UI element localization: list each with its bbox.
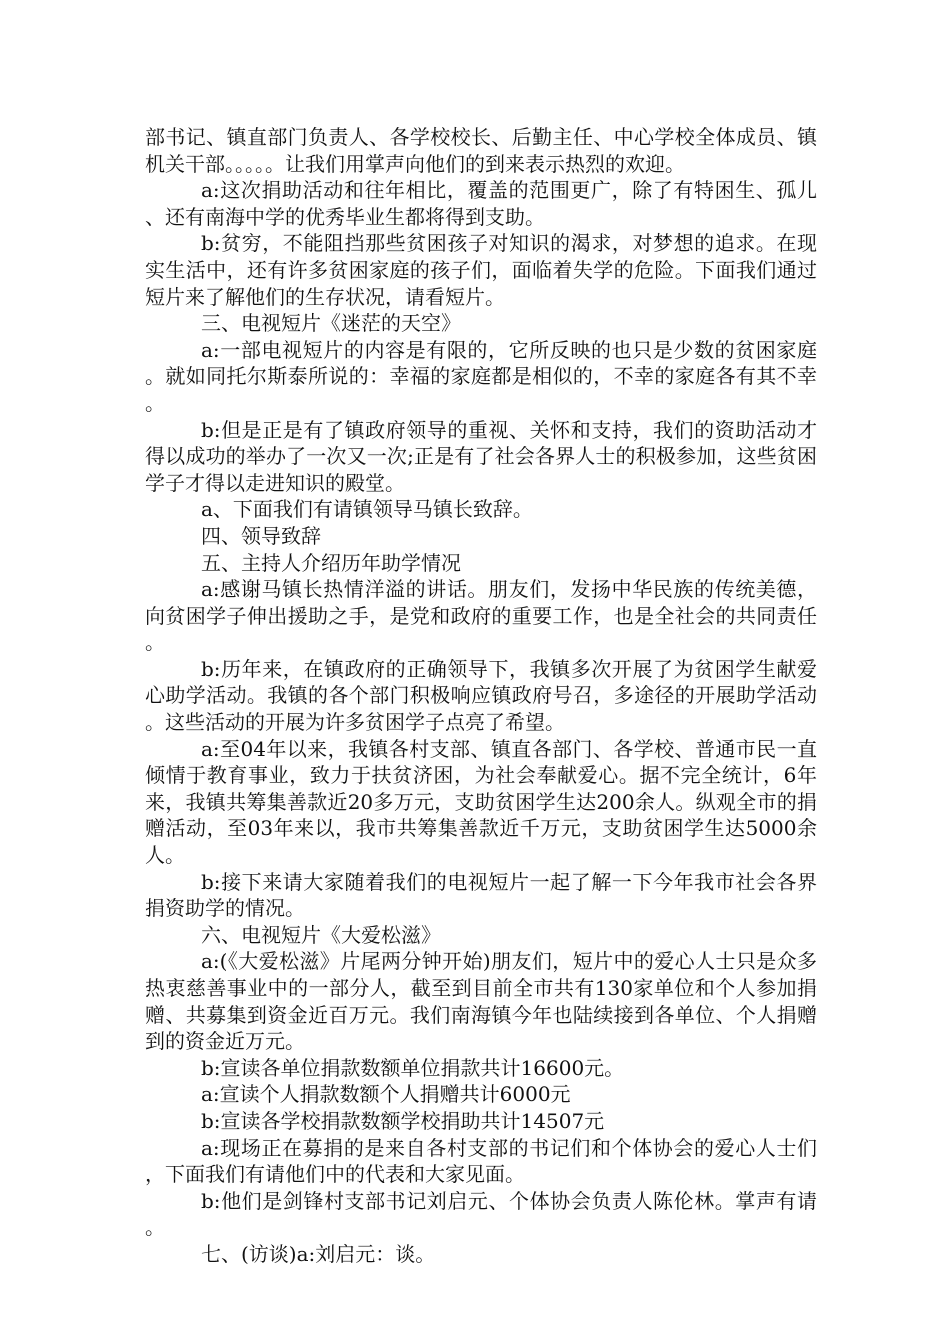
section-heading: 七、(访谈)a:刘启元：谈。 (201, 1241, 436, 1266)
paragraph: a:感谢马镇长热情洋溢的讲话。朋友们，发扬中华民族的传统美德，向贫困学子伸出援助之手，是党和政府的重要工作，也是全社会的共同责任。 (145, 577, 817, 655)
paragraph: b:历年来，在镇政府的正确领导下，我镇多次开展了为贫困学生献爱心助学活动。我镇的各个部门积极响应镇政府号召，多途径的开展助学活动。这些活动的开展为许多贫困学子点亮了希望。 (145, 656, 817, 735)
paragraph: b:贫穷，不能阻挡那些贫困孩子对知识的渴求，对梦想的追求。在现实生活中，还有许多贫困家庭的孩子们，面临着失学的危险。下面我们通过短片来了解他们的生存状况，请看短片。 (145, 231, 817, 309)
paragraph: a:至04年以来，我镇各村支部、镇直各部门、各学校、普通市民一直倾情于教育事业，致力于扶贫济困，为社会奉献爱心。据不完全统计，6年来，我镇共筹集善款近20多万元，支助贫困学生达200余人。纵观全市的捐赠活动，至03年来以，我市共筹集善款近千万元，支助贫困学生达5000余人。 (145, 736, 817, 868)
paragraph: a、下面我们有请镇领导马镇长致辞。 (201, 497, 533, 522)
section-heading: 五、主持人介绍历年助学情况 (201, 550, 461, 575)
paragraph: b:宣读各学校捐款数额学校捐助共计14507元 (201, 1108, 605, 1133)
paragraph: a:一部电视短片的内容是有限的，它所反映的也只是少数的贫困家庭。就如同托尔斯泰所说的：幸福的家庭都是相似的，不幸的家庭各有其不幸。 (145, 337, 817, 415)
paragraph: b:接下来请大家随着我们的电视短片一起了解一下今年我市社会各界捐资助学的情况。 (145, 869, 817, 921)
paragraph: b:宣读各单位捐款数额单位捐款共计16600元。 (201, 1055, 625, 1080)
paragraph: a:这次捐助活动和往年相比，覆盖的范围更广，除了有特困生、孤儿、还有南海中学的优秀毕业生都将得到支助。 (145, 178, 817, 229)
section-heading: 四、领导致辞 (201, 523, 321, 548)
paragraph: b:他们是剑锋村支部书记刘启元、个体协会负责人陈伦林。掌声有请。 (145, 1188, 817, 1240)
paragraph: 部书记、镇直部门负责人、各学校校长、后勤主任、中心学校全体成员、镇机关干部。。。。。让我们用掌声向他们的到来表示热烈的欢迎。 (145, 125, 817, 176)
section-heading: 六、电视短片《大爱松滋》 (201, 922, 441, 947)
section-heading: 三、电视短片《迷茫的天空》 (201, 311, 461, 336)
paragraph: a:宣读个人捐款数额个人捐赠共计6000元 (201, 1082, 571, 1107)
paragraph: a:(《大爱松滋》片尾两分钟开始)朋友们，短片中的爱心人士只是众多热衷慈善事业中的一部分人，截至到目前全市共有130家单位和个人参加捐赠、共募集到资金近百万元。我们南海镇今年也陆续接到各单位、个人捐赠到的资金近万元。 (145, 949, 817, 1054)
document-page (145, 124, 817, 1268)
paragraph: b:但是正是有了镇政府领导的重视、关怀和支持，我们的资助活动才得以成功的举办了一次又一次;正是有了社会各界人士的积极参加，这些贫困学子才得以走进知识的殿堂。 (145, 417, 817, 495)
paragraph: a:现场正在募捐的是来自各村支部的书记们和个体协会的爱心人士们，下面我们有请他们中的代表和大家见面。 (145, 1135, 817, 1187)
